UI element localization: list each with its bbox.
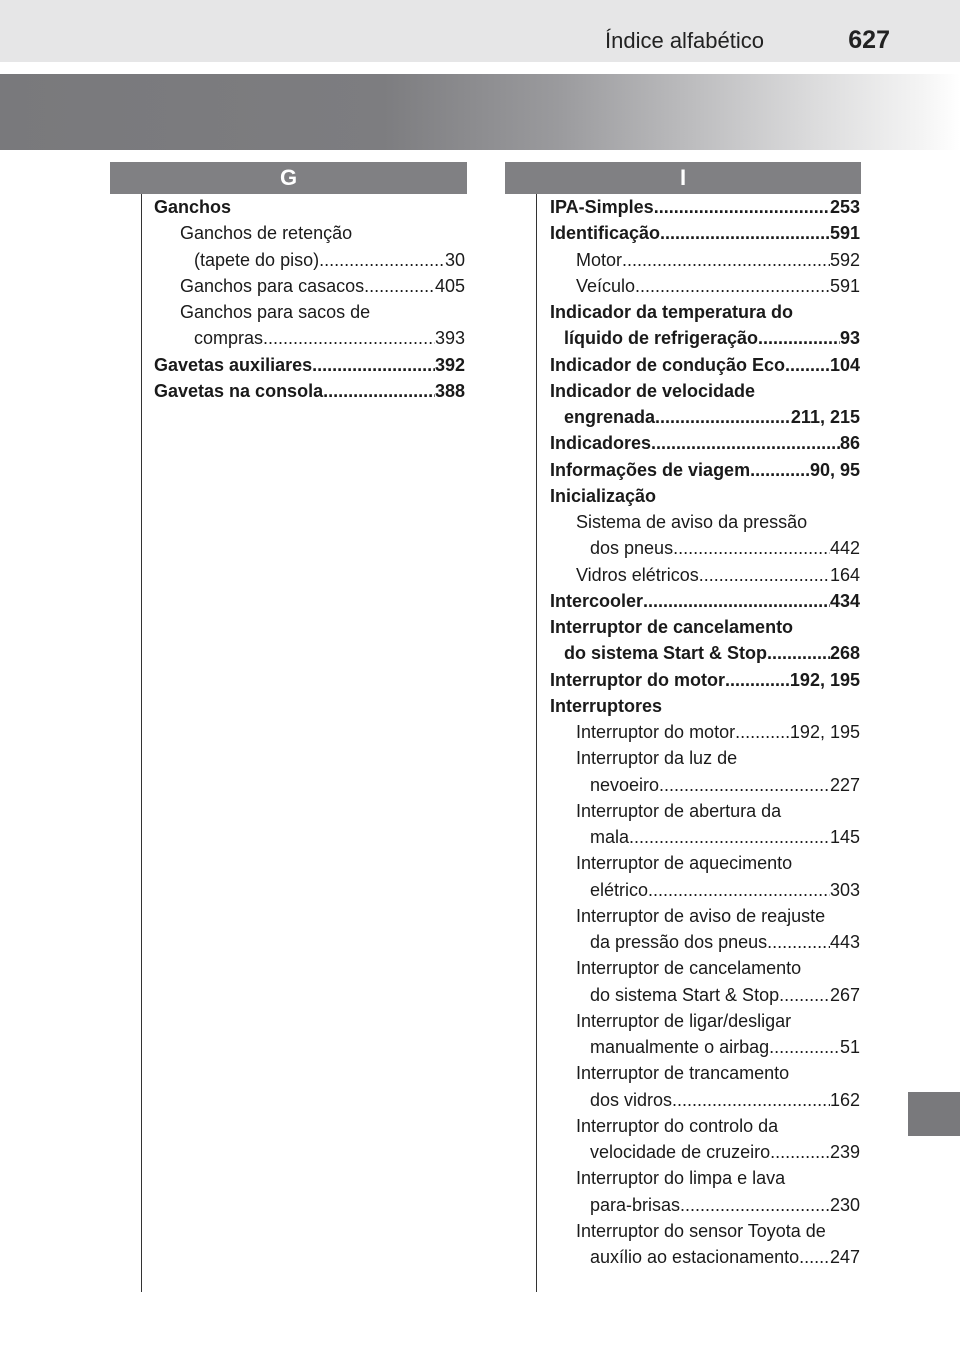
index-entry-term: Interruptor de cancelamento — [550, 617, 794, 637]
dot-leader — [673, 535, 830, 561]
index-entry-page: 592 — [829, 249, 860, 270]
index-entry — [550, 483, 860, 509]
index-entry — [550, 1244, 860, 1270]
dot-leader — [785, 352, 830, 378]
index-entry — [550, 273, 860, 299]
index-entry-page: 388 — [434, 380, 465, 401]
dot-leader — [635, 273, 830, 299]
index-entry-page: 90, 95 — [809, 459, 860, 480]
index-entry-page: 230 — [829, 1194, 860, 1215]
index-entry-term: Veículo — [576, 275, 636, 296]
dot-leader — [770, 1139, 830, 1165]
index-entry — [550, 1034, 860, 1060]
index-entry-term: mala — [590, 827, 630, 847]
index-entry-page: 443 — [829, 932, 860, 952]
index-entry — [550, 1008, 860, 1034]
index-entry-term: nevoeiro — [590, 774, 660, 795]
index-entry — [550, 378, 860, 404]
index-entry-page: 227 — [829, 774, 860, 795]
index-entry-page: 268 — [829, 643, 860, 664]
index-entry — [550, 220, 860, 246]
index-entry-page: 86 — [839, 433, 860, 454]
dot-leader — [699, 562, 830, 588]
dot-leader — [659, 772, 830, 798]
index-entry — [550, 588, 860, 614]
index-entry-page: 164 — [829, 564, 860, 585]
index-entry-term: Interruptor do motor — [576, 722, 736, 742]
index-entry-term: velocidade de cruzeiro — [590, 1142, 771, 1162]
dot-leader — [767, 929, 830, 955]
dot-leader — [758, 325, 840, 351]
index-entry — [550, 614, 860, 640]
index-entry — [550, 247, 860, 273]
dot-leader — [651, 430, 840, 456]
index-entry — [550, 299, 860, 325]
index-entry-term: auxílio ao estacionamento — [590, 1247, 800, 1267]
index-entry-term: compras — [194, 328, 264, 349]
index-entry-page: 442 — [829, 538, 860, 559]
index-entry-term: Indicador de velocidade — [550, 380, 756, 401]
index-entry — [154, 352, 465, 378]
dot-leader — [364, 273, 435, 299]
dot-leader — [779, 982, 830, 1008]
index-entry-page: 30 — [444, 249, 465, 270]
index-entry — [154, 273, 465, 299]
index-entry-term: do sistema Start & Stop — [590, 984, 780, 1005]
index-entry — [550, 404, 860, 430]
index-entry-term: IPA-Simples — [550, 197, 654, 217]
index-entry — [550, 1218, 860, 1244]
index-entry-page: 104 — [829, 354, 860, 375]
dot-leader — [767, 640, 830, 666]
index-entry — [550, 457, 860, 483]
index-entry — [550, 562, 860, 588]
index-list-i — [550, 194, 860, 1270]
index-entry-term: Interruptor de cancelamento — [576, 958, 802, 979]
index-entry-page: 239 — [829, 1142, 860, 1162]
index-entry-term: Interruptor de trancamento — [576, 1063, 790, 1084]
dot-leader — [769, 1034, 840, 1060]
dot-leader — [672, 1087, 830, 1113]
index-entry-page: 211, 215 — [790, 407, 860, 427]
index-entry-term: Sistema de aviso da pressão — [576, 512, 808, 532]
dot-leader — [735, 719, 790, 745]
index-entry — [550, 850, 860, 876]
index-entry-term: manualmente o airbag — [590, 1037, 770, 1057]
index-entry-page: 162 — [829, 1089, 860, 1110]
dot-leader — [312, 352, 435, 378]
dot-leader — [654, 194, 830, 220]
index-entry-page: 145 — [829, 827, 860, 847]
index-entry-term: Vidros elétricos — [576, 564, 699, 585]
index-entry-term: Ganchos — [154, 197, 232, 217]
index-entry-page: 93 — [839, 328, 860, 349]
index-entry-term: Interruptor da luz de — [576, 748, 738, 769]
index-entry-term: Ganchos de retenção — [180, 223, 353, 244]
index-entry-term: dos pneus — [590, 538, 674, 559]
dot-leader — [750, 457, 810, 483]
index-entry-term: da pressão dos pneus — [590, 932, 768, 952]
index-entry — [550, 903, 860, 929]
index-entry-page: 393 — [434, 328, 465, 349]
index-entry-term: do sistema Start & Stop — [564, 643, 768, 664]
index-entry-term: Interruptor de ligar/desligar — [576, 1010, 792, 1031]
index-entry — [154, 194, 465, 220]
index-entry — [550, 1087, 860, 1113]
dot-leader — [655, 404, 791, 430]
index-entry-term: (tapete do piso) — [194, 249, 320, 270]
dot-leader — [660, 220, 830, 246]
index-entry — [550, 1113, 860, 1139]
letter-heading-g: G — [110, 162, 467, 194]
index-entry — [550, 745, 860, 771]
index-entry-term: Inicialização — [550, 485, 657, 506]
index-entry — [550, 1139, 860, 1165]
index-entry-page: 51 — [839, 1037, 860, 1057]
index-entry-term: Interruptor do controlo da — [576, 1115, 779, 1136]
index-entry-page: 192, 195 — [789, 722, 860, 742]
right-column-divider — [536, 194, 537, 1292]
index-entry-term: Intercooler — [550, 590, 644, 611]
index-entry-term: Gavetas auxiliares — [154, 354, 313, 375]
index-entry — [550, 955, 860, 981]
index-entry — [154, 325, 465, 351]
index-entry — [550, 1060, 860, 1086]
index-entry-term: Interruptor do motor — [550, 669, 725, 690]
index-entry — [550, 693, 860, 719]
index-entry-term: Motor — [576, 249, 623, 270]
index-entry — [154, 220, 465, 246]
index-entry-page: 253 — [829, 197, 860, 217]
index-entry-term: Interruptor do limpa e lava — [576, 1168, 786, 1189]
index-entry — [550, 877, 860, 903]
index-entry — [550, 929, 860, 955]
dot-leader — [622, 247, 830, 273]
index-entry-term: Indicador de condução Eco — [550, 354, 786, 375]
index-entry-page: 392 — [434, 354, 465, 375]
index-entry — [550, 535, 860, 561]
index-entry-term: engrenada — [564, 407, 656, 427]
dot-leader — [799, 1244, 830, 1270]
index-entry-term: Interruptor de abertura da — [576, 800, 782, 821]
decorative-gradient-band — [0, 74, 960, 150]
dot-leader — [629, 824, 830, 850]
dot-leader — [263, 325, 435, 351]
index-entry-term: Interruptores — [550, 695, 663, 716]
dot-leader — [643, 588, 830, 614]
dot-leader — [648, 877, 830, 903]
index-entry-term: dos vidros — [590, 1089, 673, 1110]
index-entry — [550, 430, 860, 456]
dot-leader — [323, 378, 435, 404]
left-column-divider — [141, 194, 142, 1292]
dot-leader — [680, 1192, 830, 1218]
dot-leader — [319, 247, 445, 273]
index-entry-term: Identificação — [550, 223, 661, 244]
index-entry-page: 303 — [829, 879, 860, 900]
index-entry-term: Indicador da temperatura do — [550, 302, 794, 322]
letter-heading-i: I — [505, 162, 861, 194]
index-entry — [550, 719, 860, 745]
index-entry — [550, 1192, 860, 1218]
index-entry-term: Informações de viagem — [550, 459, 751, 480]
index-list-g — [154, 194, 465, 404]
index-entry — [550, 824, 860, 850]
index-entry-term: líquido de refrigeração — [564, 328, 759, 349]
index-entry — [550, 509, 860, 535]
index-entry — [550, 798, 860, 824]
index-entry-page: 591 — [829, 275, 860, 296]
index-entry — [550, 352, 860, 378]
dot-leader — [725, 667, 790, 693]
index-entry-term: para-brisas — [590, 1194, 681, 1215]
index-entry-term: Interruptor do sensor Toyota de — [576, 1220, 826, 1241]
index-entry-page: 192, 195 — [789, 669, 860, 690]
index-entry — [550, 640, 860, 666]
index-entry-term: Ganchos para casacos — [180, 275, 365, 296]
index-entry-page: 247 — [829, 1247, 860, 1267]
index-entry-term: Interruptor de aviso de reajuste — [576, 905, 826, 926]
index-entry-term: Gavetas na consola — [154, 380, 324, 401]
index-entry-term: Ganchos para sacos de — [180, 302, 371, 322]
index-entry — [550, 667, 860, 693]
index-entry — [154, 378, 465, 404]
index-entry-page: 405 — [434, 275, 465, 296]
index-entry — [550, 982, 860, 1008]
index-entry-page: 267 — [829, 984, 860, 1005]
page-number: 627 — [848, 26, 890, 54]
section-title: Índice alfabético — [605, 28, 764, 53]
index-entry-page: 591 — [829, 223, 860, 244]
index-entry — [550, 194, 860, 220]
index-entry — [550, 1165, 860, 1191]
index-entry — [154, 299, 465, 325]
index-entry-term: Indicadores — [550, 433, 652, 454]
index-entry-term: Interruptor de aquecimento — [576, 853, 793, 874]
index-entry — [550, 325, 860, 351]
index-entry — [154, 247, 465, 273]
chapter-thumb-tab — [908, 1092, 960, 1136]
index-entry-term: elétrico — [590, 879, 649, 900]
index-entry — [550, 772, 860, 798]
index-entry-page: 434 — [829, 590, 860, 611]
